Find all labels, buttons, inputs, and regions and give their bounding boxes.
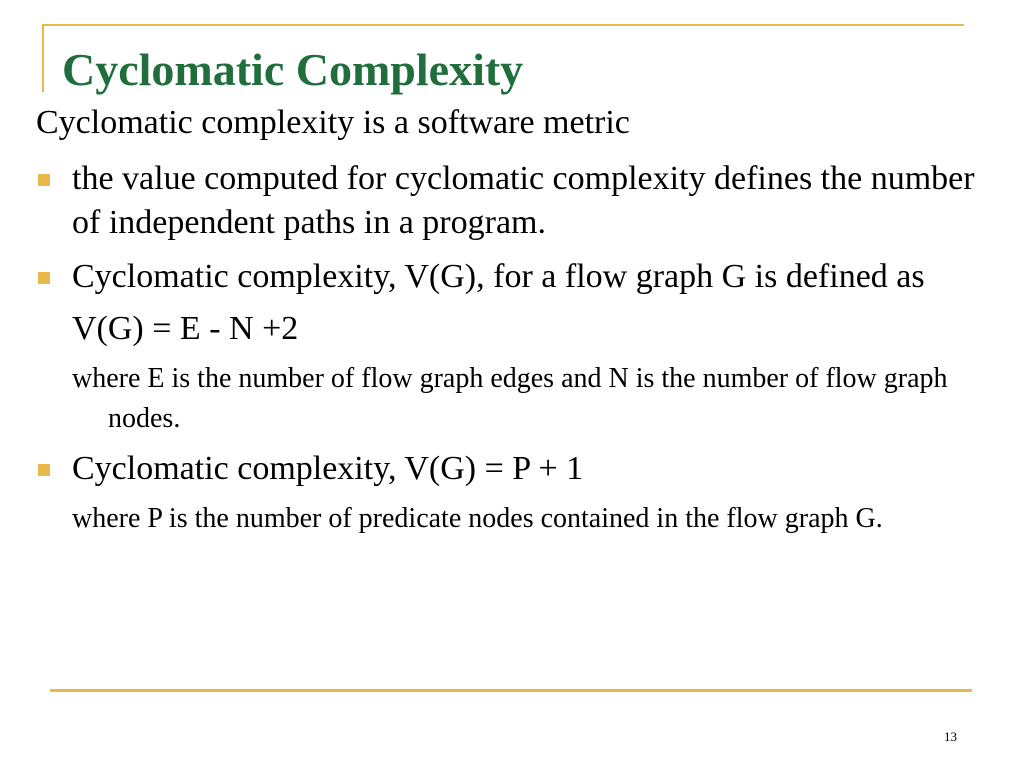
- bullet-text: the value computed for cyclomatic complexity defines the number of independent paths in a program.: [72, 160, 975, 241]
- formula-note: where E is the number of flow graph edges and N is the number of flow graph nodes.: [72, 363, 948, 434]
- square-bullet-icon: [38, 464, 50, 476]
- bullet-text: Cyclomatic complexity, V(G) = P + 1: [72, 450, 584, 487]
- frame-bottom-rule: [50, 689, 972, 692]
- frame-left-rule: [42, 24, 44, 92]
- formula-note: where P is the number of predicate nodes contained in the flow graph G.: [72, 503, 883, 534]
- bullet-item: [36, 157, 976, 245]
- square-bullet-icon: [38, 174, 50, 186]
- square-bullet-icon: [38, 272, 50, 284]
- bullet-item: [36, 255, 976, 299]
- slide-body: [36, 103, 976, 539]
- bullet-item: [36, 447, 976, 491]
- slide-title: Cyclomatic Complexity: [62, 44, 524, 95]
- intro-text: Cyclomatic complexity is a software metric: [36, 104, 630, 141]
- page-number: 13: [944, 729, 957, 744]
- formula: V(G) = E - N +2: [72, 310, 299, 347]
- bullet-text: Cyclomatic complexity, V(G), for a flow graph G is defined as: [72, 258, 925, 295]
- frame-top-rule: [42, 24, 964, 26]
